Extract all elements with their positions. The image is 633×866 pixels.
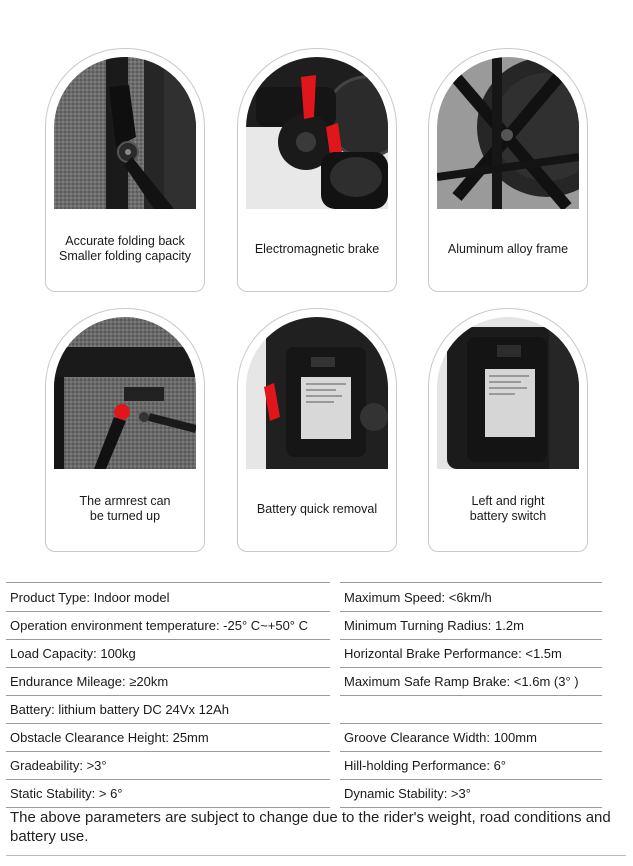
caption-line: be turned up: [89, 509, 161, 523]
spec-operating-temperature: Operation environment temperature: -25° C~+50° C: [10, 618, 308, 633]
spec-empty: [344, 696, 600, 723]
caption-line: battery switch: [469, 509, 547, 523]
spec-row: [0, 584, 633, 611]
feature-card-armrest: [45, 308, 205, 552]
feature-caption: [243, 218, 391, 280]
spec-battery: Battery: lithium battery DC 24Vx 12Ah: [10, 702, 229, 717]
row-divider: [340, 582, 602, 583]
spec-static-stability: Static Stability: > 6°: [10, 786, 123, 801]
feature-card-brake: [237, 48, 397, 292]
row-divider: [6, 582, 330, 583]
spec-hill-holding: Hill-holding Performance: 6°: [344, 758, 506, 773]
armrest-photo: [54, 317, 196, 469]
bottom-divider: [6, 855, 626, 856]
caption-line: Battery quick removal: [256, 501, 378, 516]
caption-line: Smaller folding capacity: [58, 249, 191, 263]
caption-line: The armrest can: [79, 494, 171, 508]
feature-card-frame: [428, 48, 588, 292]
spec-dynamic-stability: Dynamic Stability: >3°: [344, 786, 471, 801]
caption-line: Electromagnetic brake: [254, 241, 380, 256]
feature-card-folding-back: [45, 48, 205, 292]
spec-gradeability: Gradeability: >3°: [10, 758, 107, 773]
spec-row: [0, 612, 633, 639]
battery-removal-photo: [246, 317, 388, 469]
spec-ramp-brake: Maximum Safe Ramp Brake: <1.6m (3° ): [344, 674, 579, 689]
spec-row: [0, 668, 633, 695]
spec-row: [0, 640, 633, 667]
battery-switch-photo: [437, 317, 579, 469]
disclaimer-note: The above parameters are subject to change due to the rider's weight, road conditions and battery use.: [10, 809, 611, 845]
spec-load-capacity: Load Capacity: 100kg: [10, 646, 136, 661]
caption-line: Left and right: [471, 494, 545, 508]
spec-product-type: Product Type: Indoor model: [10, 590, 170, 605]
spec-horizontal-brake: Horizontal Brake Performance: <1.5m: [344, 646, 562, 661]
feature-card-battery-removal: [237, 308, 397, 552]
caption-line: Aluminum alloy frame: [447, 241, 569, 256]
feature-caption: [51, 478, 199, 540]
brake-photo: [246, 57, 388, 209]
spec-row: [0, 696, 633, 723]
feature-caption: [51, 218, 199, 280]
feature-card-battery-switch: [428, 308, 588, 552]
spec-row: [0, 724, 633, 751]
frame-photo: [437, 57, 579, 209]
spec-turning-radius: Minimum Turning Radius: 1.2m: [344, 618, 524, 633]
feature-caption: [243, 478, 391, 540]
feature-caption: [434, 218, 582, 280]
folding-back-photo: [54, 57, 196, 209]
spec-endurance-mileage: Endurance Mileage: ≥20km: [10, 674, 169, 689]
caption-line: Accurate folding back: [65, 234, 185, 248]
spec-obstacle-clearance: Obstacle Clearance Height: 25mm: [10, 730, 209, 745]
spec-groove-clearance: Groove Clearance Width: 100mm: [344, 730, 537, 745]
spec-row: [0, 752, 633, 779]
feature-caption: [434, 478, 582, 540]
spec-row: [0, 780, 633, 807]
spec-maximum-speed: Maximum Speed: <6km/h: [344, 590, 492, 605]
